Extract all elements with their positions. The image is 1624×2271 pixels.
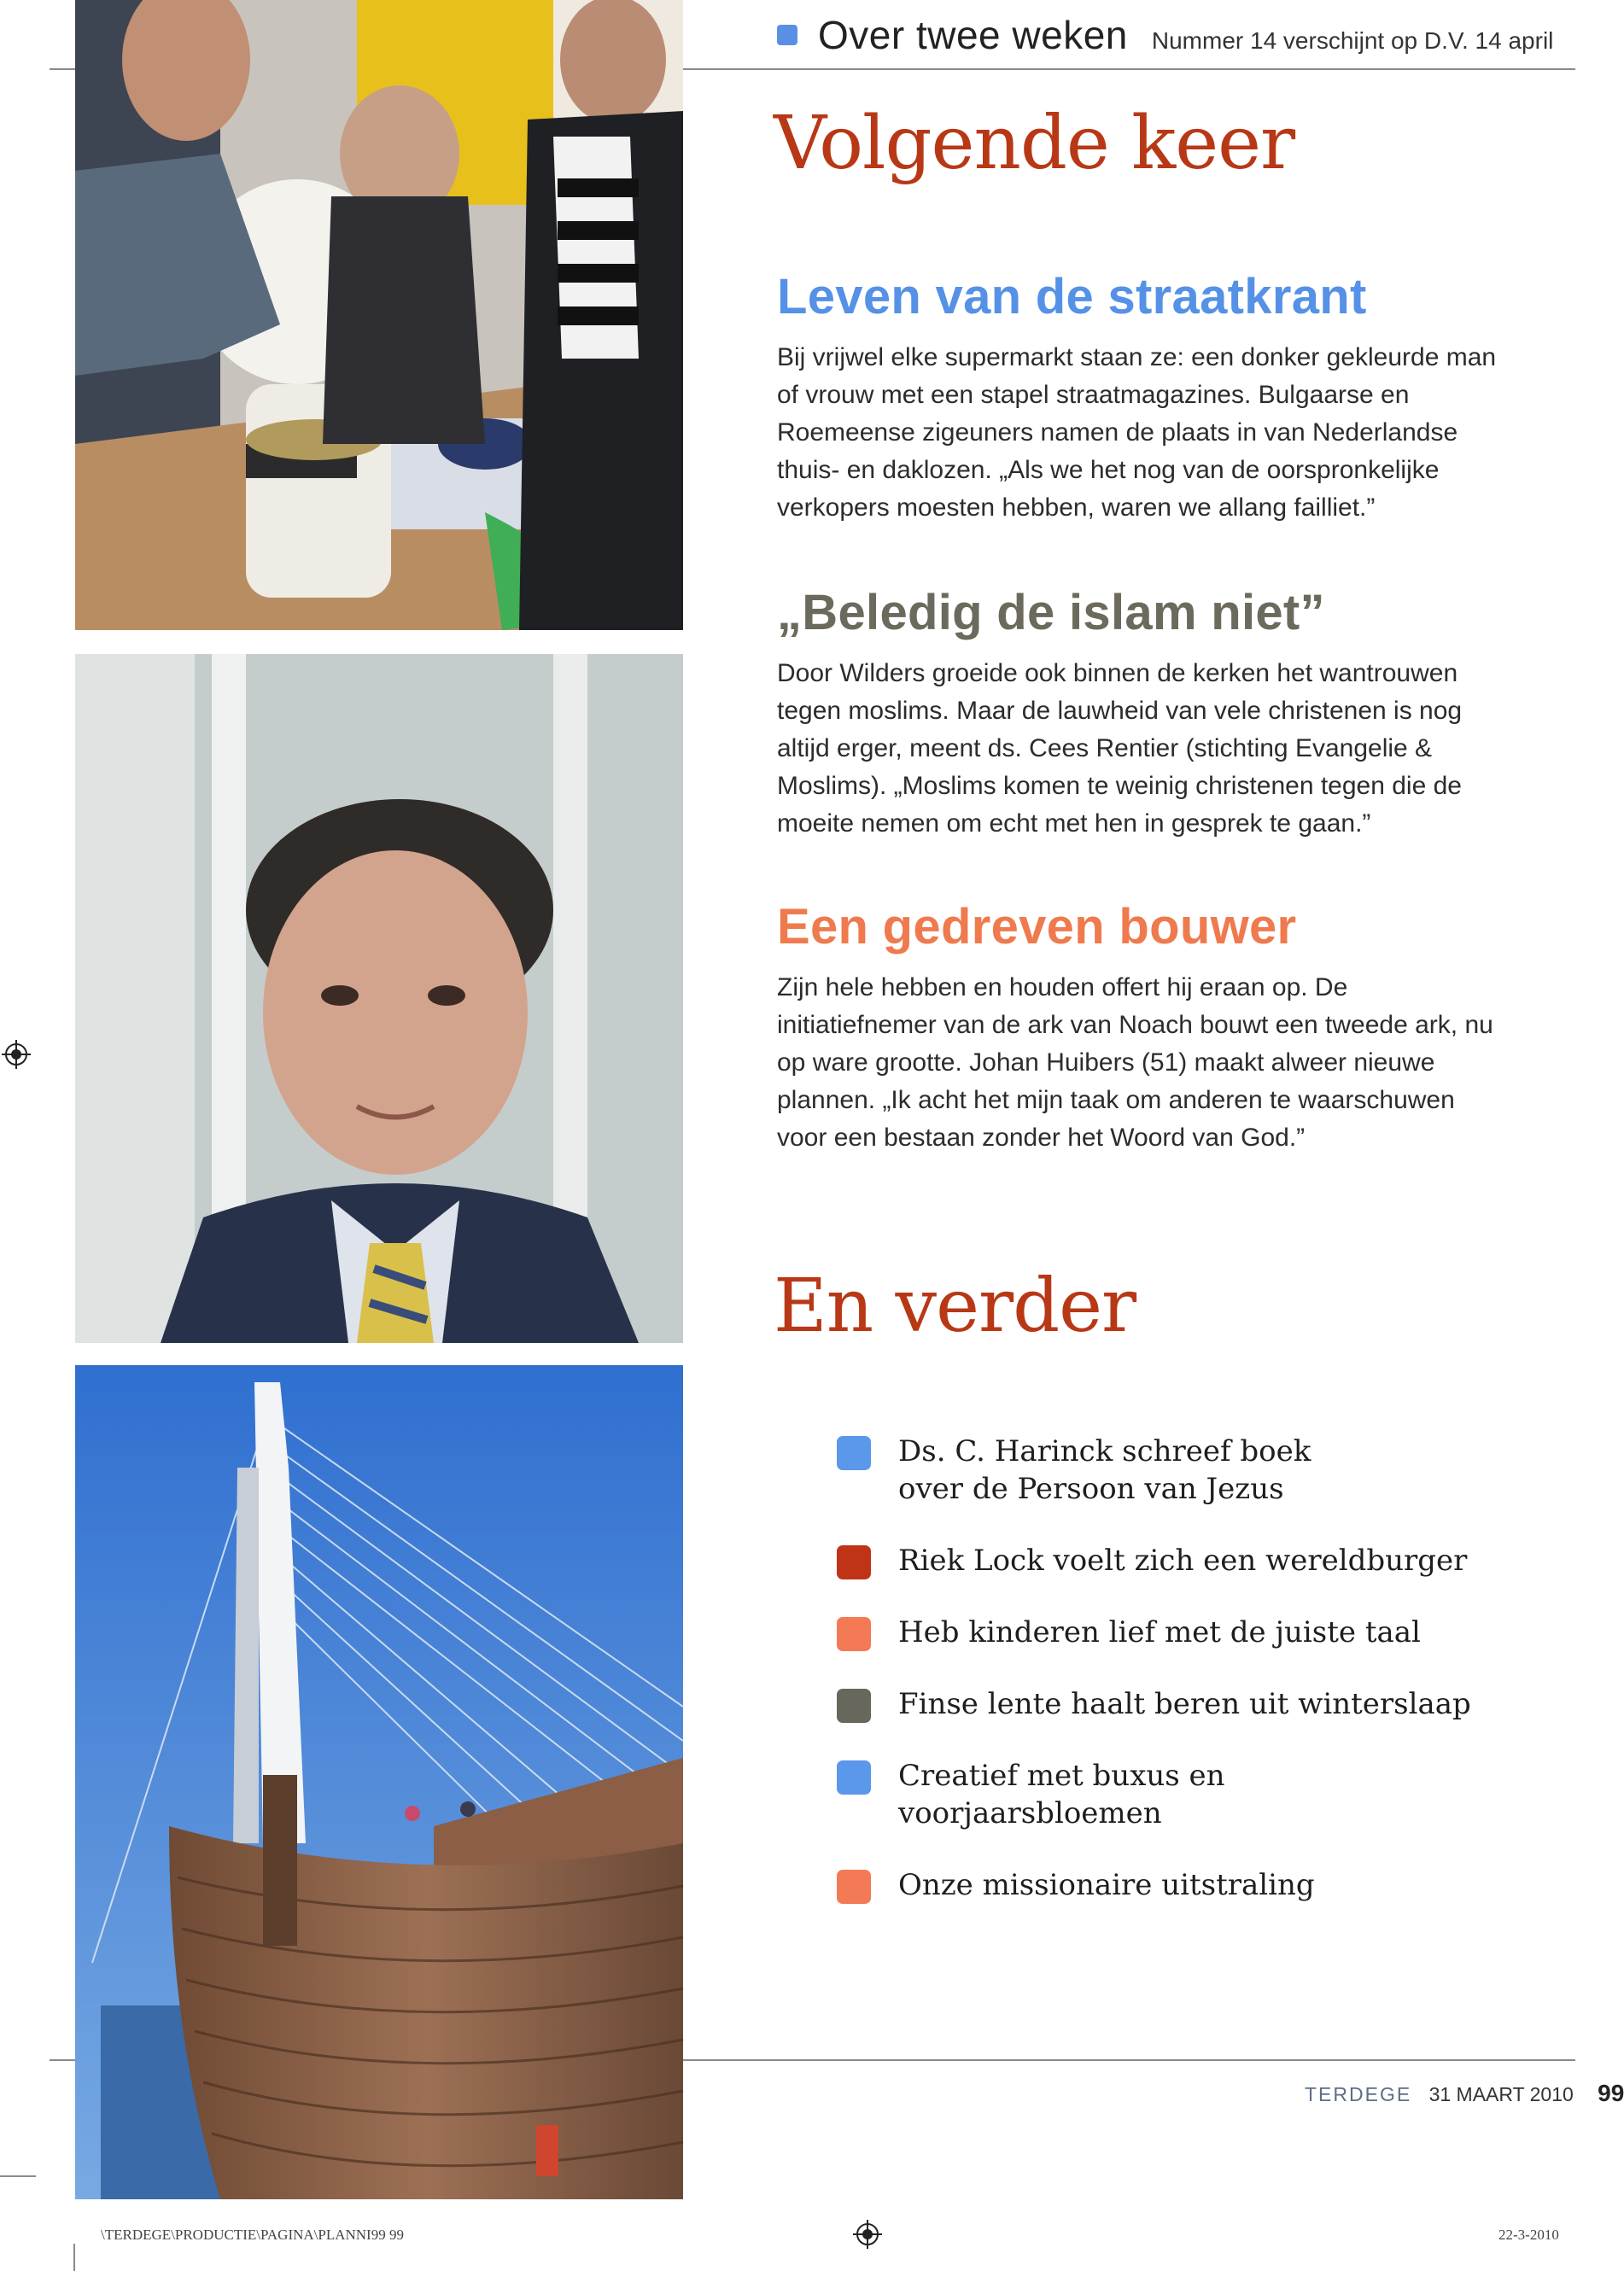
next-issue-lead: Over twee weken <box>818 13 1128 57</box>
square-bullet-icon <box>837 1689 871 1723</box>
magazine-brand: TERDEGE <box>1305 2083 1412 2105</box>
article-body: Bij vrijwel elke supermarkt staan ze: een donker gekleurde man of vrouw met een stapel straatmagazines. Bulgaarse en Roemeense zigeuners namen de plaats in van Nederlandse thuis- en daklozen. „Als we het nog van de oorspronkelijke verkopers moesten hebben, waren we allang failliet.” <box>777 343 1497 522</box>
list-item <box>837 1542 1479 1579</box>
registration-mark-icon <box>853 2220 882 2249</box>
further-list <box>837 1433 1479 1938</box>
slug-date: 22-3-2010 <box>1498 2227 1559 2243</box>
article-builder <box>777 898 1511 1157</box>
left-slug-crop-mark <box>0 2175 36 2177</box>
list-item-text: Onze missionaire uitstraling <box>898 1868 1315 1902</box>
list-item-text: Riek Lock voelt zich een wereldburger <box>898 1544 1468 1578</box>
list-item-text: Ds. C. Harinck schreef boek over de Persoon van Jezus <box>898 1434 1311 1506</box>
photo-portrait-cees-rentier <box>75 654 683 1343</box>
top-trim-line <box>683 68 1575 70</box>
square-bullet-icon <box>837 1436 871 1470</box>
article-body: Door Wilders groeide ook binnen de kerken het wantrouwen tegen moslims. Maar de lauwheid van vele christenen is nog altijd erger, meent ds. Cees Rentier (stichting Evangelie & Moslims). „Moslims komen te weinig christenen tegen die de moeite nemen om echt met hen in gesprek te gaan.” <box>777 659 1463 838</box>
square-bullet-icon <box>837 1870 871 1904</box>
issue-date: 31 MAART 2010 <box>1428 2083 1574 2105</box>
article-body: Zijn hele hebben en houden offert hij eraan op. De initiatiefnemer van de ark van Noach bouwt een tweede ark, nu op ware grootte. Johan Huibers (51) maakt alweer nieuwe plannen. „Ik acht het mijn taak om anderen te waarschuwen voor een bestaan zonder het Woord van God.” <box>777 973 1493 1152</box>
bottom-trim-line <box>683 2059 1575 2061</box>
next-issue-note: Nummer 14 verschijnt op D.V. 14 april <box>1151 27 1554 54</box>
page-footer <box>1305 2080 1624 2107</box>
article-title: Leven van de straatkrant <box>777 269 1367 324</box>
list-item <box>837 1433 1479 1508</box>
square-bullet-icon <box>837 1617 871 1651</box>
slug-path: \TERDEGE\PRODUCTIE\PAGINA\PLANNI99 99 <box>101 2227 404 2243</box>
list-item <box>837 1614 1479 1651</box>
photo-ark-and-bridge <box>75 1365 683 2199</box>
list-item-text: Heb kinderen lief met de juiste taal <box>898 1615 1421 1649</box>
next-issue-strip <box>777 12 1553 58</box>
square-bullet-icon <box>837 1545 871 1579</box>
list-item-text: Finse lente haalt beren uit winterslaap <box>898 1687 1471 1721</box>
slug-crop-mark <box>73 2244 75 2271</box>
registration-mark-icon <box>2 1040 31 1069</box>
list-item <box>837 1757 1479 1832</box>
article-title: „Beledig de islam niet” <box>777 585 1325 640</box>
photo-street-paper-sellers <box>75 0 683 630</box>
square-bullet-icon <box>837 1760 871 1795</box>
left-bottom-crop-mark <box>50 2059 75 2061</box>
list-item <box>837 1866 1479 1904</box>
page-number: 99 <box>1598 2080 1624 2106</box>
article-islam <box>777 584 1511 843</box>
list-item <box>837 1685 1479 1723</box>
further-title: En verder <box>774 1264 1136 1349</box>
square-bullet-icon <box>777 25 797 45</box>
left-top-crop-mark <box>50 68 75 70</box>
list-item-text: Creatief met buxus en voorjaarsbloemen <box>898 1759 1225 1830</box>
article-street-paper <box>777 268 1511 527</box>
article-title: Een gedreven bouwer <box>777 899 1297 955</box>
next-time-title: Volgende keer <box>774 101 1295 186</box>
